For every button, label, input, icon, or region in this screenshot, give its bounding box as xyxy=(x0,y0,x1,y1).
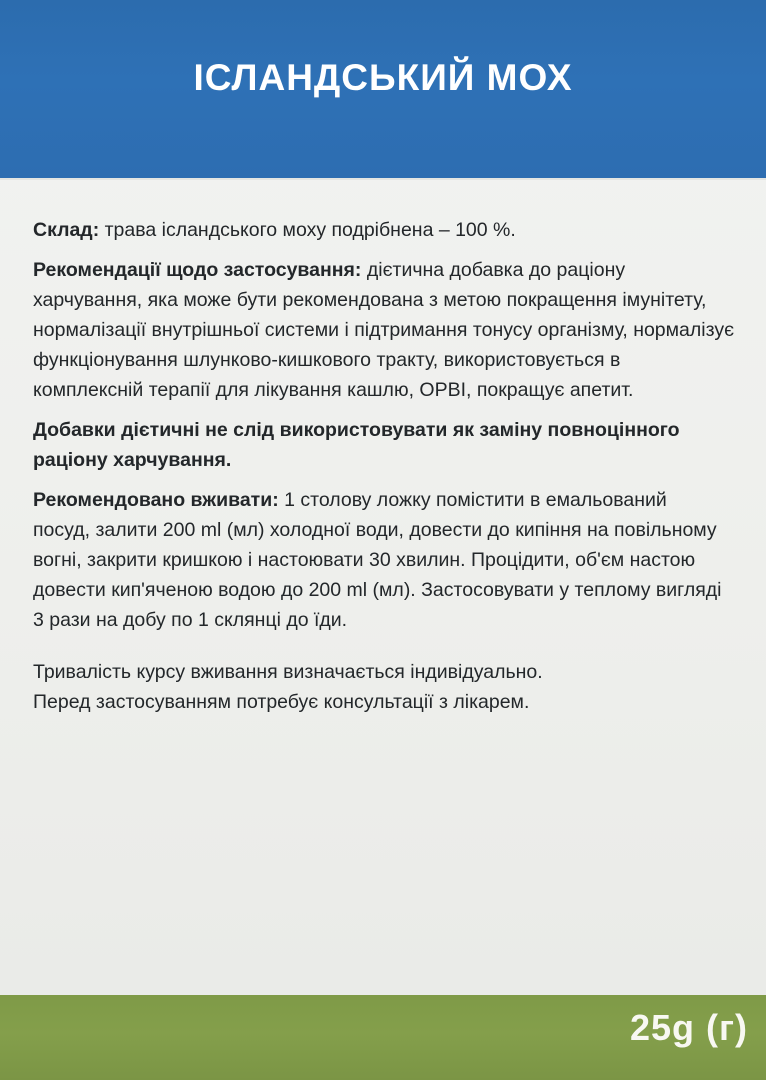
notes-line-2: Перед застосуванням потребує консультації з лікарем. xyxy=(33,691,530,713)
usage-text-1: 1 столову ложку помістити в емальований xyxy=(278,489,667,511)
product-title: ІСЛАНДСЬКИЙ МОХ xyxy=(193,57,573,98)
composition-paragraph xyxy=(33,215,745,245)
net-weight: 25g (г) xyxy=(629,1007,748,1048)
usage-line-3: вогні, закрити кришкою і настоювати 30 хвилин. Процідити, об'єм настою xyxy=(33,549,696,571)
label-content xyxy=(33,215,745,727)
notes-paragraph xyxy=(33,657,745,717)
warning-line-1: Добавки дієтичні не слід використовувати як заміну повноцінного xyxy=(33,419,680,441)
recommendations-line-3: нормалізації внутрішньої системи і підтримання тонусу організму, нормалізує xyxy=(33,319,735,341)
recommendations-line-1 xyxy=(33,255,745,285)
usage-line-2: посуд, залити 200 ml (мл) холодної води, довести до кипіння на повільному xyxy=(33,519,717,541)
usage-line-1 xyxy=(33,485,745,515)
composition-text: трава ісландського моху подрібнена – 100 %. xyxy=(99,219,516,241)
warning-paragraph xyxy=(33,415,745,475)
recommendations-line-4: функціонування шлунково-кишкового тракту, використовується в xyxy=(33,349,621,371)
usage-line-5: 3 рази на добу по 1 склянці до їди. xyxy=(33,609,348,631)
usage-label: Рекомендовано вживати: xyxy=(33,489,279,511)
usage-line-4: довести кип'яченою водою до 200 ml (мл). Застосовувати у теплому вигляді xyxy=(33,579,722,601)
recommendations-paragraph xyxy=(33,255,745,405)
notes-line-1: Тривалість курсу вживання визначається індивідуально. xyxy=(33,661,543,683)
composition-label: Склад: xyxy=(33,219,100,241)
warning-line-2: раціону харчування. xyxy=(33,449,232,471)
recommendations-line-5: комплексній терапії для лікування кашлю, ОРВІ, покращує апетит. xyxy=(33,379,634,401)
recommendations-label: Рекомендації щодо застосування: xyxy=(33,259,362,281)
usage-paragraph xyxy=(33,485,745,635)
recommendations-text-1: дієтична добавка до раціону xyxy=(361,259,626,281)
header-band xyxy=(0,0,766,178)
recommendations-line-2: харчування, яка може бути рекомендована з метою покращення імунітету, xyxy=(33,289,707,311)
